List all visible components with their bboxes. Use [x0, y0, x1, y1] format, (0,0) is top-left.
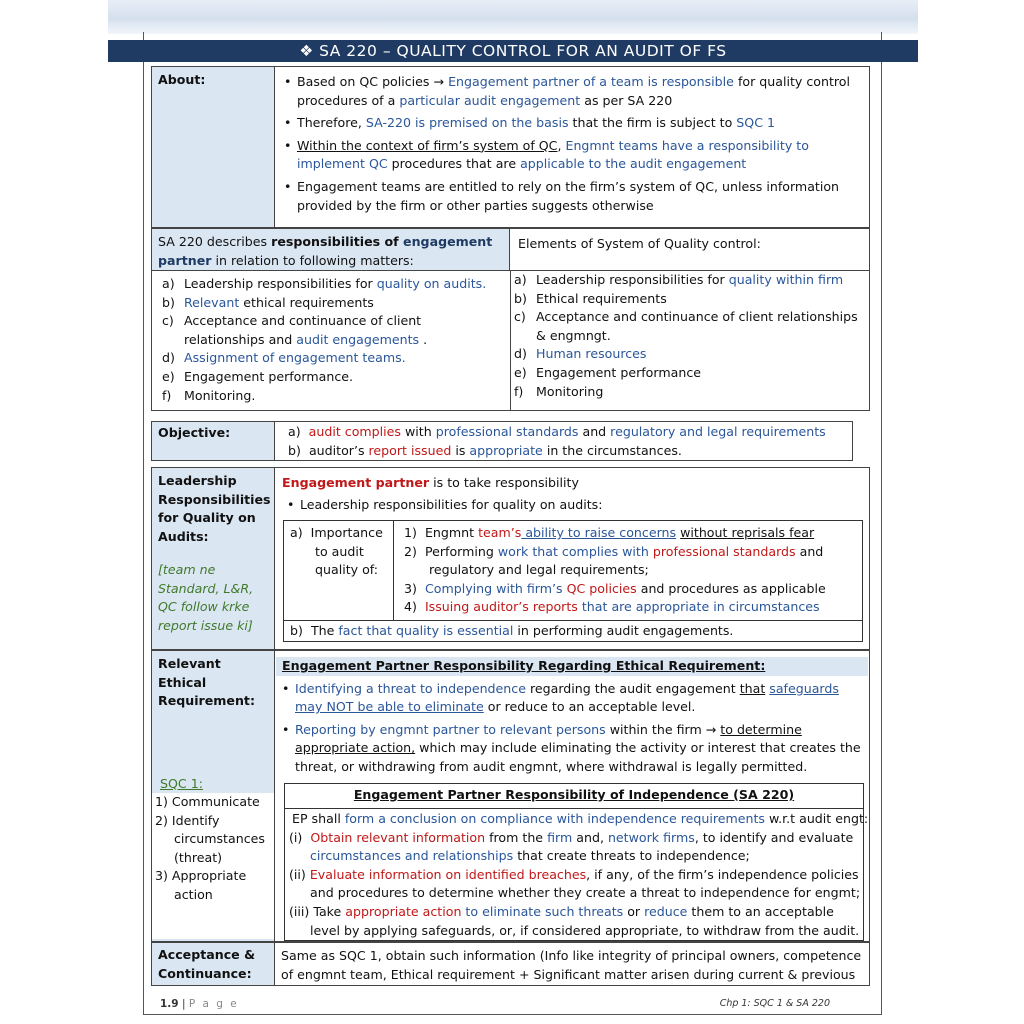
responsibilities-section	[151, 228, 870, 411]
footer-separator: |	[178, 998, 189, 1010]
acceptance-content: Same as SQC 1, obtain such information (Info like integrity of principal owners, competence of engmnt team, Ethical requirement + Significant matter arisen during current & previous	[281, 948, 862, 982]
sqc-list-item: circumstances	[174, 831, 265, 847]
about-bullet-2: • Therefore, SA-220 is premised on the basis that the firm is subject to SQC 1	[297, 114, 869, 133]
objective-content: a) audit complies with professional standards and regulatory and legal requirements b) auditor’s report issued is appropriate in the circumstances.	[288, 424, 826, 458]
page-number: 1.9	[160, 998, 179, 1010]
page-title: ❖ SA 220 – QUALITY CONTROL FOR AN AUDIT OF FS	[108, 40, 918, 62]
ethical-label: Relevant Ethical Requirement: SQC 1:	[152, 651, 275, 941]
sqc-list-item: 3) Appropriate	[155, 868, 247, 884]
list-item: d) Human resources	[514, 346, 647, 362]
list-item: & engmngt.	[536, 327, 611, 343]
importance-table	[283, 520, 863, 642]
list-item: b) Relevant ethical requirements	[162, 294, 374, 310]
list-item: c) Acceptance and continuance of client	[162, 313, 422, 329]
ethical-bullet-2: • Reporting by engmnt partner to relevant persons within the firm → to determine appropriate action, which may include eliminating the activity or interest that creates the threat, or withdrawing from audit engmnt, where withdrawal is legally permitted.	[295, 721, 868, 777]
leadership-intro: Engagement partner is to take responsibility • Leadership responsibilities for quality on audits:	[282, 474, 862, 514]
about-bullet-3: • Within the context of firm’s system of QC, Engmnt teams have a responsibility to implement QC procedures that are applicable to the audit engagement	[297, 137, 869, 174]
about-bullet-4: • Engagement teams are entitled to rely on the firm’s system of QC, unless information provided by the firm or other parties suggests otherwise	[297, 178, 869, 215]
list-item: e) Engagement performance.	[162, 368, 353, 384]
quality-essential-row: b) The fact that quality is essential in performing audit engagements.	[290, 623, 734, 638]
page-word: P a g e	[188, 998, 239, 1010]
about-bullet-1: • Based on QC policies → Engagement partner of a team is responsible for quality control procedures of a particular audit engagement as per SA 220	[297, 73, 869, 110]
sqc-list-item: 1) Communicate	[155, 794, 260, 809]
chapter-label: Chp 1: SQC 1 & SA 220	[719, 998, 830, 1009]
list-item: b) Ethical requirements	[514, 290, 667, 306]
leadership-label: Leadership Responsibilities for Quality on Audits: [team ne Standard, L&R, QC follow krke report issue ki]	[152, 468, 275, 649]
sqc-list-item: action	[174, 886, 213, 902]
list-item: relationships and audit engagements .	[184, 331, 428, 347]
list-item: f) Monitoring.	[162, 387, 256, 403]
ethical-bullet-1: • Identifying a threat to independence regarding the audit engagement that safeguards may NOT be able to eliminate or reduce to an acceptable level.	[295, 680, 868, 717]
about-section	[151, 66, 870, 228]
importance-items: 1) Engmnt team’s ability to raise concerns without reprisals fear 2) Performing work that complies with professional standards and regulatory and legal requirements; 3) Complying with firm’s QC policies and procedures as applicable 4) Issuing auditor’s reports that are appropriate in circumstances	[394, 521, 862, 621]
about-content	[279, 73, 869, 215]
independence-content: EP shall form a conclusion on compliance with independence requirements w.r.t audit engt: (i) Obtain relevant information from the firm and, network firms, to identify and evaluate circumstances and relationships that create threats to independence; (ii) Evaluate information on identified breaches, if any, of the firm’s independence policies and procedures to determine whether they create a threat to independence for engmt; (iii) Take appropriate action to eliminate such threats or reduce them to an acceptable level by applying safeguards, or, if considered appropriate, to withdraw from the audit.	[289, 811, 869, 938]
ethical-content	[276, 657, 868, 777]
about-label: About:	[152, 67, 275, 227]
objective-label: Objective:	[152, 422, 275, 460]
elements-list	[514, 271, 864, 401]
elements-header: Elements of System of Quality control:	[510, 229, 869, 271]
list-item: d) Assignment of engagement teams.	[162, 350, 406, 366]
list-item: f) Monitoring	[514, 383, 604, 399]
page-footer	[160, 998, 850, 1010]
leadership-note: [team ne Standard, L&R, QC follow krke report issue ki]	[158, 562, 254, 633]
list-item: a) Leadership responsibilities for quality on audits.	[162, 276, 487, 291]
leadership-section	[151, 467, 870, 650]
independence-box	[284, 783, 869, 941]
list-item: c) Acceptance and continuance of client relationships	[514, 309, 858, 325]
sqc-list-item: (threat)	[174, 849, 223, 865]
importance-label: a) Importance to audit quality of:	[284, 521, 394, 621]
acceptance-section	[151, 942, 870, 986]
sqc-heading: SQC 1:	[160, 775, 203, 791]
engagement-partner-list	[162, 275, 507, 405]
engagement-partner-header: SA 220 describes responsibilities of engagement partner in relation to following matters:	[152, 229, 510, 271]
sqc-list	[152, 793, 274, 939]
independence-heading: Engagement Partner Responsibility of Independence (SA 220)	[353, 787, 795, 802]
sqc-list-item: 2) Identify	[155, 812, 220, 828]
acceptance-label: Acceptance & Continuance:	[152, 943, 275, 985]
list-item: e) Engagement performance	[514, 364, 701, 380]
ethical-heading: Engagement Partner Responsibility Regarding Ethical Requirement:	[276, 657, 868, 676]
list-item: a) Leadership responsibilities for quality within firm	[514, 272, 844, 287]
objective-section	[151, 421, 853, 461]
decorative-top-band	[108, 0, 918, 34]
ethical-section	[151, 650, 870, 942]
